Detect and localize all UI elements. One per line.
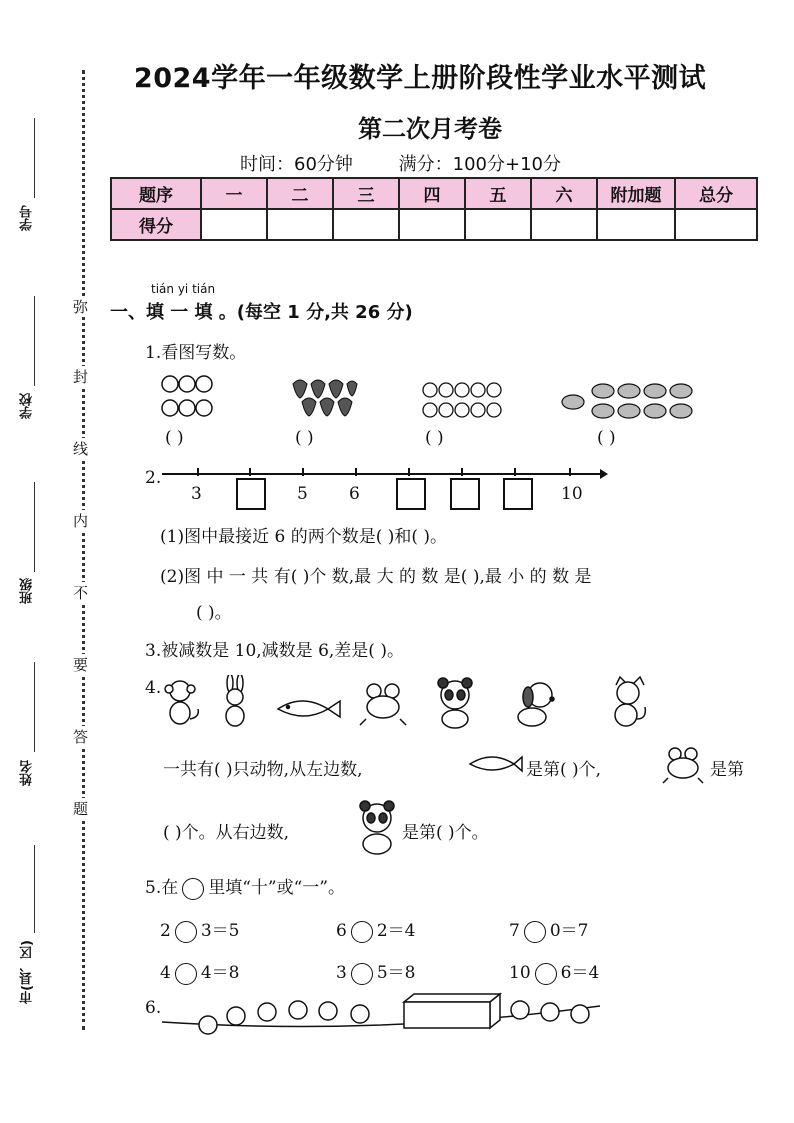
- q2-sub2-cont: ( )。: [196, 603, 232, 623]
- q1-blank-strawberries[interactable]: ( ): [295, 428, 314, 448]
- score-header-cell: 三: [333, 178, 399, 209]
- panda-icon: [355, 800, 399, 856]
- q4-line2a: ( )个。从右边数,: [163, 823, 290, 843]
- equation-right: 5＝8: [376, 963, 416, 983]
- equation-left: 2: [160, 921, 171, 941]
- full-score: 满分：100分+10分: [398, 154, 561, 175]
- q5-prompt-a: 5.在: [145, 878, 179, 898]
- seal-char: 要: [73, 656, 89, 674]
- school-line[interactable]: [34, 296, 35, 386]
- frog-icon: [360, 684, 406, 725]
- score-header-cell: 四: [399, 178, 465, 209]
- student-id-line[interactable]: [34, 118, 35, 198]
- seal-char: 不: [73, 584, 89, 602]
- score-cell[interactable]: [333, 209, 399, 240]
- q4-line1a: 一共有( )只动物,从左边数,: [163, 760, 363, 780]
- q4-line1c: 是第: [710, 760, 744, 780]
- equation-left: 6: [336, 921, 347, 941]
- nl-answer-box[interactable]: [450, 478, 480, 510]
- equation: [509, 958, 599, 985]
- seal-char: 题: [73, 800, 89, 818]
- nl-label-3: 3: [191, 484, 202, 504]
- circle-symbol: [182, 878, 204, 900]
- score-header-cell: 总分: [675, 178, 757, 209]
- q4-line2b: 是第( )个。: [402, 823, 489, 843]
- score-cell[interactable]: [597, 209, 675, 240]
- equation-left: 3: [336, 963, 347, 983]
- q1-blank-apples[interactable]: ( ): [165, 428, 184, 448]
- q2-sub2: (2)图 中 一 共 有( )个 数,最 大 的 数 是( ),最 小 的 数 是: [160, 567, 592, 587]
- district-label: 市(县、区): [20, 940, 35, 1004]
- fish-icon: [466, 750, 524, 778]
- seal-char: 答: [73, 728, 89, 746]
- nl-label-10: 10: [561, 484, 583, 504]
- name-label: 姓名: [20, 760, 35, 786]
- equation-right: 6＝4: [560, 963, 600, 983]
- nl-answer-box[interactable]: [396, 478, 426, 510]
- seal-char: 弥: [73, 298, 89, 316]
- seal-char: 内: [73, 512, 89, 530]
- equation-right: 0＝7: [549, 921, 589, 941]
- q1-blank-walnuts[interactable]: ( ): [597, 428, 616, 448]
- equation-left: 7: [509, 921, 520, 941]
- animal-row: [160, 675, 650, 730]
- section-heading: 一、填 一 填 。(每空 1 分,共 26 分): [110, 302, 413, 323]
- q5-prompt: [145, 873, 345, 900]
- equation-right: 2＝4: [376, 921, 416, 941]
- score-cell[interactable]: [531, 209, 597, 240]
- seal-char: 封: [73, 368, 89, 386]
- frog-icon: [660, 744, 708, 784]
- score-header-row: [111, 178, 757, 209]
- monkey-icon: [165, 681, 198, 724]
- equation-right: 4＝8: [200, 963, 240, 983]
- exam-subtitle: 第二次月考卷: [358, 115, 502, 143]
- exam-meta: [240, 150, 601, 176]
- score-header-cell: 一: [201, 178, 267, 209]
- q4-line1b: 是第( )个,: [526, 760, 602, 780]
- equation: [160, 958, 239, 985]
- class-label: 班级: [20, 578, 35, 604]
- operator-circle[interactable]: [351, 921, 373, 943]
- operator-circle[interactable]: [524, 921, 546, 943]
- score-row-label: 得分: [111, 209, 201, 240]
- equation: [509, 916, 588, 943]
- equation: [160, 916, 239, 943]
- walnut-icon: [562, 384, 692, 418]
- panda-icon: [438, 678, 472, 728]
- section-pinyin: tián yi tián: [151, 282, 216, 296]
- score-header-cell: 附加题: [597, 178, 675, 209]
- nl-label-5: 5: [297, 484, 308, 504]
- score-header-cell: 题序: [111, 178, 201, 209]
- rabbit-icon: [226, 675, 244, 726]
- box-icon: [404, 994, 500, 1028]
- cat-icon: [615, 677, 645, 726]
- q2-number: 2.: [145, 468, 162, 488]
- score-row: [111, 209, 757, 240]
- dog-icon: [518, 683, 554, 726]
- fish-icon: [278, 701, 340, 717]
- q4-number: 4.: [145, 678, 162, 698]
- operator-circle[interactable]: [175, 963, 197, 985]
- q3-prompt: 3.被减数是 10,减数是 6,差是( )。: [145, 641, 404, 661]
- apple-icon: [162, 376, 212, 416]
- score-cell[interactable]: [201, 209, 267, 240]
- school-label: 学校: [20, 393, 35, 419]
- score-table: [110, 177, 758, 241]
- class-line[interactable]: [34, 482, 35, 572]
- binding-dotted-line: [82, 70, 85, 1030]
- score-header-cell: 六: [531, 178, 597, 209]
- operator-circle[interactable]: [351, 963, 373, 985]
- bead-string: [160, 992, 605, 1040]
- exam-title: 2024学年一年级数学上册阶段性学业水平测试: [133, 63, 707, 94]
- name-line[interactable]: [34, 662, 35, 752]
- peach-icon: [423, 383, 501, 417]
- q1-pictures: [155, 372, 735, 422]
- district-line[interactable]: [34, 845, 35, 933]
- operator-circle[interactable]: [535, 963, 557, 985]
- equation-left: 10: [509, 963, 531, 983]
- equation-right: 3＝5: [200, 921, 240, 941]
- equation: [336, 958, 415, 985]
- q1-prompt: 1.看图写数。: [145, 343, 247, 363]
- q2-sub1: (1)图中最接近 6 的两个数是( )和( )。: [160, 527, 448, 547]
- time-limit: 时间：60分钟: [240, 154, 353, 175]
- equation-left: 4: [160, 963, 171, 983]
- q1-blank-peaches[interactable]: ( ): [425, 428, 444, 448]
- nl-answer-box[interactable]: [503, 478, 533, 510]
- score-header-cell: 二: [267, 178, 333, 209]
- q5-prompt-b: 里填“十”或“一”。: [208, 878, 345, 898]
- score-cell[interactable]: [267, 209, 333, 240]
- score-cell[interactable]: [465, 209, 531, 240]
- nl-answer-box[interactable]: [236, 478, 266, 510]
- operator-circle[interactable]: [175, 921, 197, 943]
- number-line: [160, 466, 610, 482]
- score-cell[interactable]: [675, 209, 757, 240]
- equation: [336, 916, 415, 943]
- q6-number: 6.: [145, 998, 162, 1018]
- score-cell[interactable]: [399, 209, 465, 240]
- strawberry-icon: [293, 380, 357, 416]
- student-id-label: 学号: [20, 205, 35, 231]
- score-header-cell: 五: [465, 178, 531, 209]
- bead-icon: [199, 1001, 589, 1034]
- nl-label-6: 6: [349, 484, 360, 504]
- seal-char: 线: [73, 440, 89, 458]
